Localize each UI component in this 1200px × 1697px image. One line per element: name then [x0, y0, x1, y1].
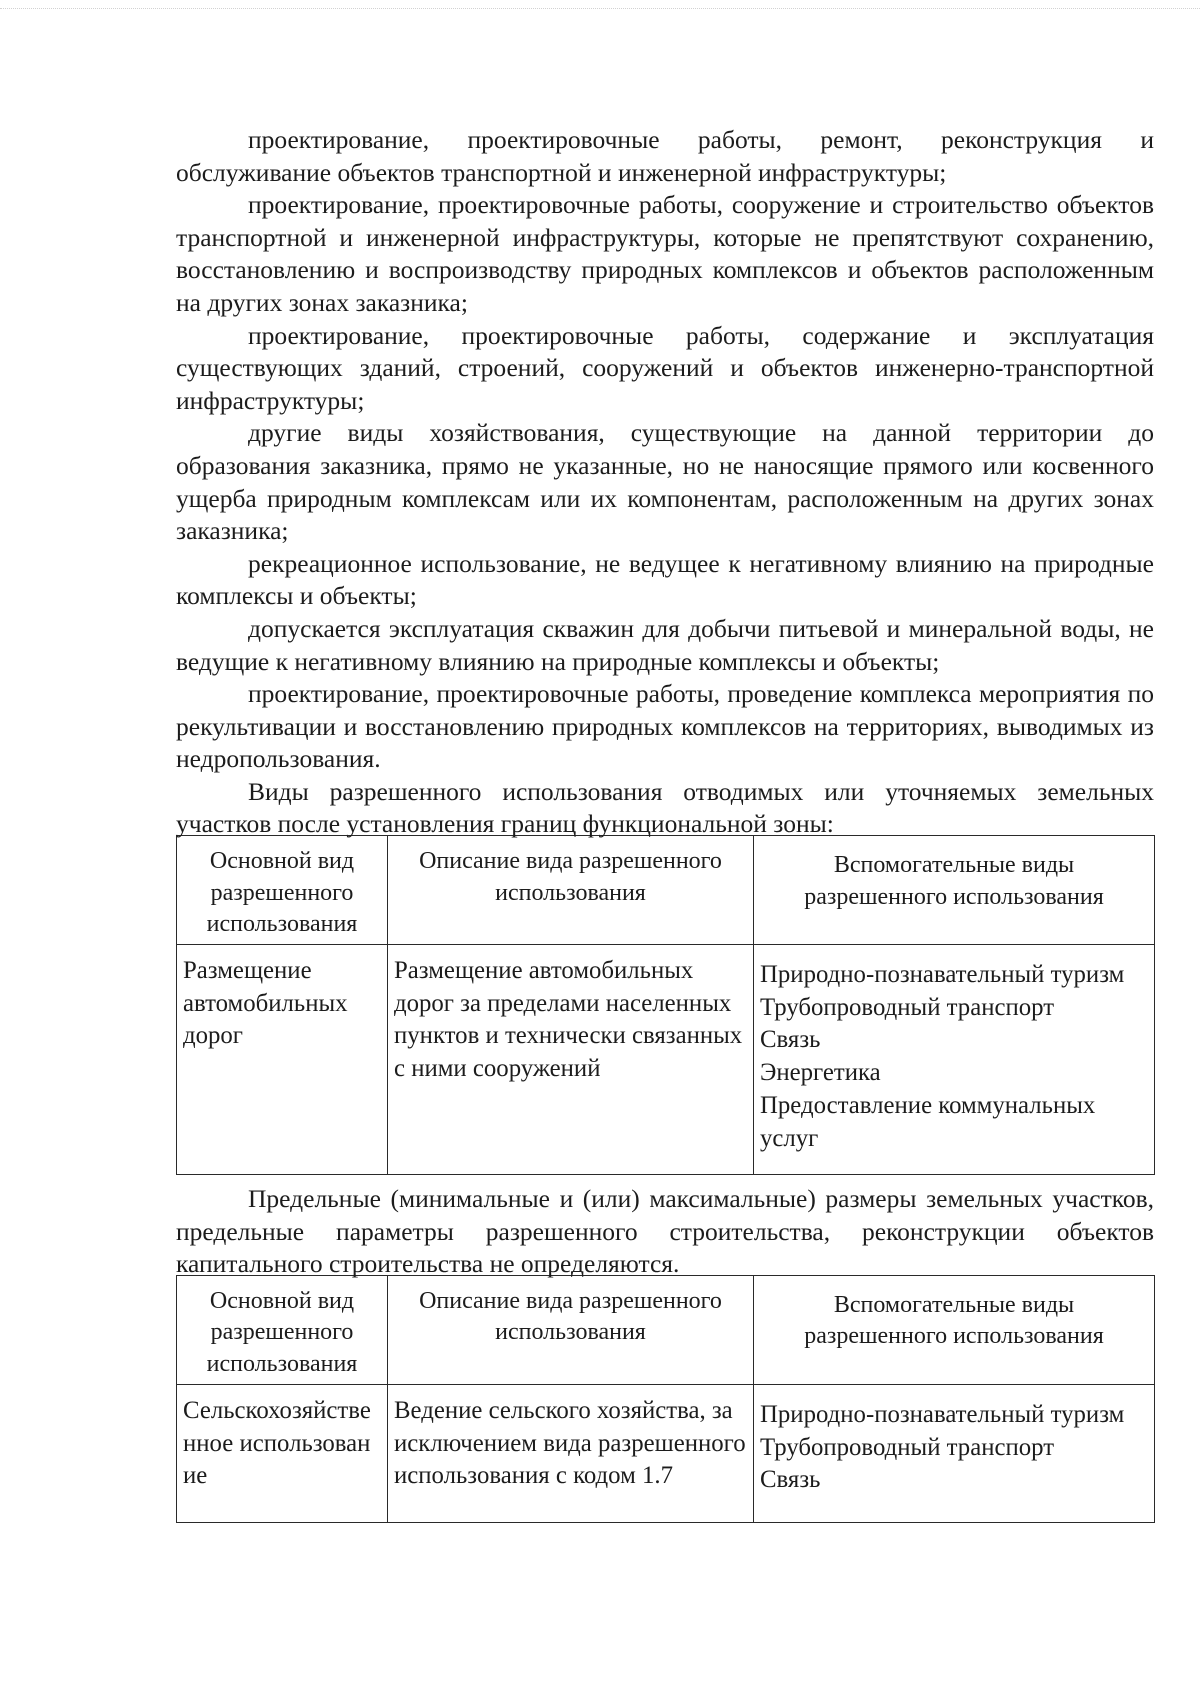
auxiliary-item: Природно-познавательный туризм	[760, 1400, 1125, 1428]
table-header-row	[177, 1275, 1155, 1384]
cell-main-use: Сельскохозяйственное использование	[177, 1384, 388, 1522]
paragraph: проектирование, проектировочные работы, ремонт, реконструкция и обслуживание объектов транспортной и инженерной инфраструктуры;	[176, 125, 1154, 187]
auxiliary-item: Связь	[760, 1466, 821, 1494]
header-cell-auxiliary: Вспомогательные виды разрешенного использования	[754, 836, 1155, 945]
header-cell-description: Описание вида разрешенного использования	[388, 1275, 754, 1384]
paragraph: проектирование, проектировочные работы, сооружение и строительство объектов транспортной и инженерной инфраструктуры, которые не препятствуют сохранению, восстановлению и воспроизводству природных комплексов и объектов расположенным на других зонах заказника;	[176, 190, 1154, 317]
table-row	[177, 1384, 1155, 1522]
land-use-table-1	[176, 835, 1155, 1175]
header-cell-main-use: Основной вид разрешенного использования	[177, 1275, 388, 1384]
land-use-table-2	[176, 1275, 1155, 1523]
cell-auxiliary	[754, 945, 1155, 1175]
header-cell-main-use: Основной вид разрешенного использования	[177, 836, 388, 945]
paragraph: проектирование, проектировочные работы, содержание и эксплуатация существующих зданий, строений, сооружений и объектов инженерно-транспортной инфраструктуры;	[176, 320, 1154, 415]
auxiliary-item: Энергетика	[760, 1059, 881, 1087]
table2-caption: Предельные (минимальные и (или) максимальные) размеры земельных участков, предельные параметры разрешенного строительства, реконструкции объектов капитального строительства не определяются.	[176, 1184, 1154, 1279]
cell-description: Размещение автомобильных дорог за пределами населенных пунктов и технически связанных с ними сооружений	[388, 945, 754, 1175]
auxiliary-item: Природно-познавательный туризм	[760, 961, 1125, 989]
paragraph: рекреационное использование, не ведущее к негативному влиянию на природные комплексы и объекты;	[176, 548, 1154, 611]
document-page	[176, 124, 1154, 1523]
paragraph: проектирование, проектировочные работы, проведение комплекса мероприятия по рекультивации и восстановлению природных комплексов на территориях, выводимых из недропользования.	[176, 679, 1154, 774]
paragraph: другие виды хозяйствования, существующие на данной территории до образования заказника, прямо не указанные, но не наносящие прямого или косвенного ущерба природным комплексам или их компонентам, расположенным на других зонах заказника;	[176, 418, 1154, 546]
cell-main-use: Размещение автомобильных дорог	[177, 945, 388, 1175]
header-cell-description: Описание вида разрешенного использования	[388, 836, 754, 945]
scan-edge-line	[0, 8, 1200, 9]
auxiliary-item: Трубопроводный транспорт	[760, 993, 1055, 1021]
auxiliary-item: Трубопроводный транспорт	[760, 1433, 1055, 1461]
table-row	[177, 945, 1155, 1175]
cell-description: Ведение сельского хозяйства, за исключением вида разрешенного использования с кодом 1.7	[388, 1384, 754, 1522]
table1-caption: Виды разрешенного использования отводимых или уточняемых земельных участков после установления границ функциональной зоны:	[176, 776, 1154, 839]
paragraph: допускается эксплуатация скважин для добычи питьевой и минеральной воды, не ведущие к негативному влиянию на природные комплексы и объекты;	[176, 613, 1154, 676]
auxiliary-item: Связь	[760, 1026, 821, 1054]
auxiliary-item: Предоставление коммунальных услуг	[760, 1091, 1096, 1152]
table-header-row	[177, 836, 1155, 945]
header-cell-auxiliary: Вспомогательные виды разрешенного использования	[754, 1275, 1155, 1384]
cell-auxiliary	[754, 1384, 1155, 1522]
